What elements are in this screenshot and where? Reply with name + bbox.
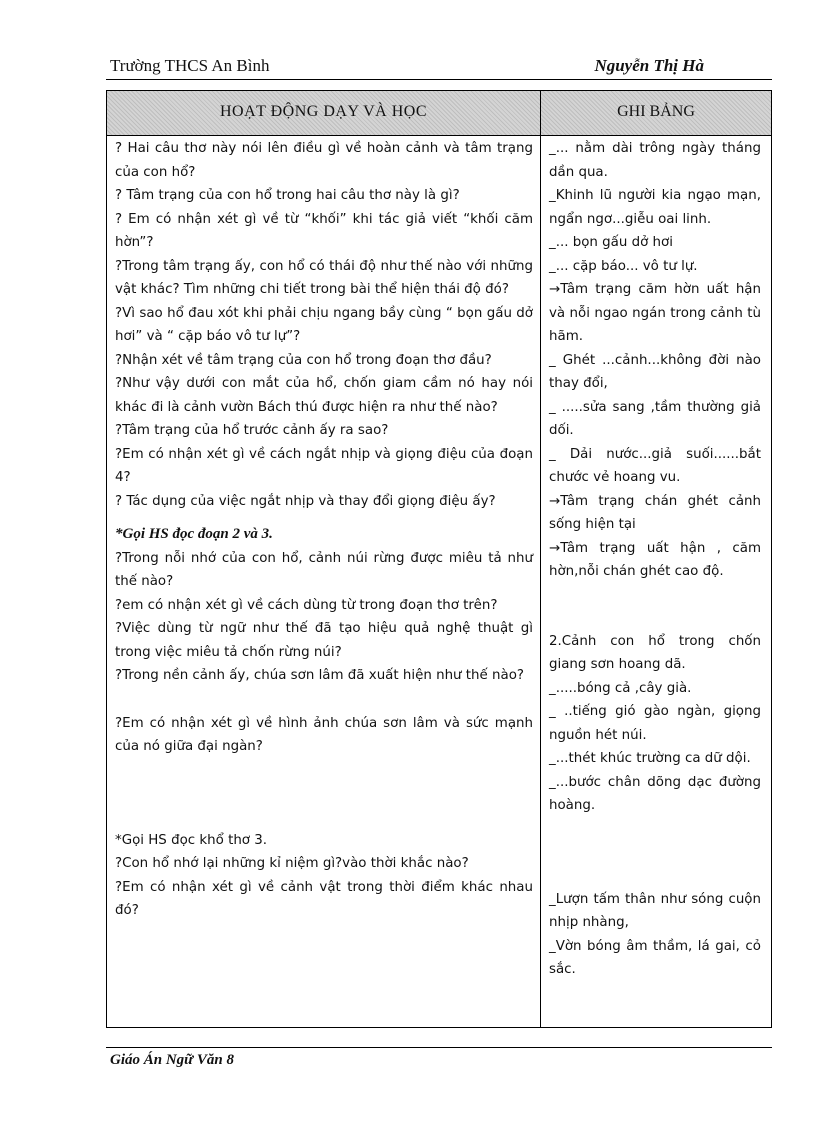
teaching-activities-column (115, 137, 533, 923)
board-note: _Khinh lũ người kia ngạo mạn, ngẩn ngơ...giễu oai linh. (549, 188, 761, 227)
question: ?Trong tâm trạng ấy, con hổ có thái độ như thế nào với những vật khác? Tìm những chi tiết trong bài thể hiện thái độ đó? (115, 258, 533, 297)
question: ?Con hổ nhớ lại những kỉ niệm gì?vào thời khắc nào? (115, 856, 469, 871)
question: ? Hai câu thơ này nói lên điều gì về hoàn cảnh và tâm trạng của con hổ? (115, 141, 533, 180)
board-note: _... bọn gấu dở hơi (549, 235, 673, 250)
board-note: _Vờn bóng âm thầm, lá gai, cỏ sắc. (549, 938, 761, 977)
lesson-table (106, 90, 772, 1028)
board-note: 2.Cảnh con hổ trong chốn giang sơn hoang dã. (549, 633, 761, 672)
author-name: Nguyễn Thị Hà (594, 56, 704, 75)
board-note: →Tâm trạng chán ghét cảnh sống hiện tại (549, 493, 761, 532)
board-note: →Tâm trạng căm hờn uất hận và nỗi ngao ngán trong cảnh tù hãm. (549, 282, 761, 344)
board-note: _ .....sửa sang ,tầm thường giả dối. (549, 399, 761, 438)
question: ?Em có nhận xét gì về cảnh vật trong thời điểm khác nhau đó? (115, 879, 533, 918)
question: ?em có nhận xét gì về cách dùng từ trong đoạn thơ trên? (115, 597, 498, 613)
question: ?Tâm trạng của hổ trước cảnh ấy ra sao? (115, 423, 389, 438)
question: ?Vì sao hổ đau xót khi phải chịu ngang bầy cùng “ bọn gấu dở hơi” và “ cặp báo vô tư lự”? (115, 305, 533, 344)
board-note: _...thét khúc trường ca dữ dội. (549, 751, 751, 766)
instruction: *Gọi HS đọc khổ thơ 3. (115, 832, 268, 848)
board-note: _ Ghét ...cảnh...không đời nào thay đổi, (549, 352, 761, 391)
footer-rule (106, 1047, 772, 1048)
question: ?Em có nhận xét gì về cách ngắt nhịp và giọng điệu của đoạn 4? (115, 446, 533, 485)
question: ?Nhận xét về tâm trạng của con hổ trong đoạn thơ đầu? (115, 352, 492, 368)
board-note: _ ..tiếng gió gào ngàn, giọng nguồn hét núi. (549, 704, 761, 743)
instruction: *Gọi HS đọc đoạn 2 và 3. (115, 526, 273, 542)
board-note: _.....bóng cả ,cây già. (549, 680, 692, 696)
question: ?Trong nỗi nhớ của con hổ, cảnh núi rừng được miêu tả như thế nào? (115, 550, 533, 589)
board-note: _... cặp báo... vô tư lự. (549, 258, 698, 274)
question: ? Tâm trạng của con hổ trong hai câu thơ này là gì? (115, 188, 460, 203)
question: ?Em có nhận xét gì về hình ảnh chúa sơn lâm và sức mạnh của nó giữa đại ngàn? (115, 715, 533, 754)
question: ? Em có nhận xét gì về từ “khối” khi tác giả viết “khối căm hờn”? (115, 211, 533, 250)
board-notes-column (549, 137, 761, 982)
question: ?Trong nền cảnh ấy, chúa sơn lâm đã xuất hiện như thế nào? (115, 668, 525, 683)
question: ?Như vậy dưới con mắt của hổ, chốn giam cầm nó hay nói khác đi là cảnh vườn Bách thú được hiện ra như thế nào? (115, 376, 533, 415)
question: ?Việc dùng từ ngữ như thế đã tạo hiệu quả nghệ thuật gì trong việc miêu tả chốn rừng núi? (115, 621, 533, 660)
board-note: →Tâm trạng uất hận , căm hờn,nỗi chán ghét cao độ. (549, 540, 761, 579)
header-rule (106, 79, 772, 80)
column-header-activities: HOẠT ĐỘNG DẠY VÀ HỌC (219, 103, 428, 120)
column-header-board-notes: GHI BẢNG (617, 103, 695, 120)
board-note: _Lượn tấm thân như sóng cuộn nhịp nhàng, (549, 891, 761, 930)
column-divider (540, 91, 541, 1027)
page-footer: Giáo Án Ngữ Văn 8 (110, 1052, 235, 1068)
table-header (107, 91, 771, 136)
school-name: Trường THCS An Bình (110, 56, 270, 75)
question: ? Tác dụng của việc ngắt nhịp và thay đổi giọng điệu ấy? (115, 493, 496, 509)
board-note: _... nằm dài trông ngày tháng dần qua. (549, 141, 761, 180)
board-note: _ Dải nước...giả suối......bắt chước vẻ hoang vu. (549, 446, 761, 485)
board-note: _...bước chân dõng dạc đường hoàng. (549, 774, 761, 813)
